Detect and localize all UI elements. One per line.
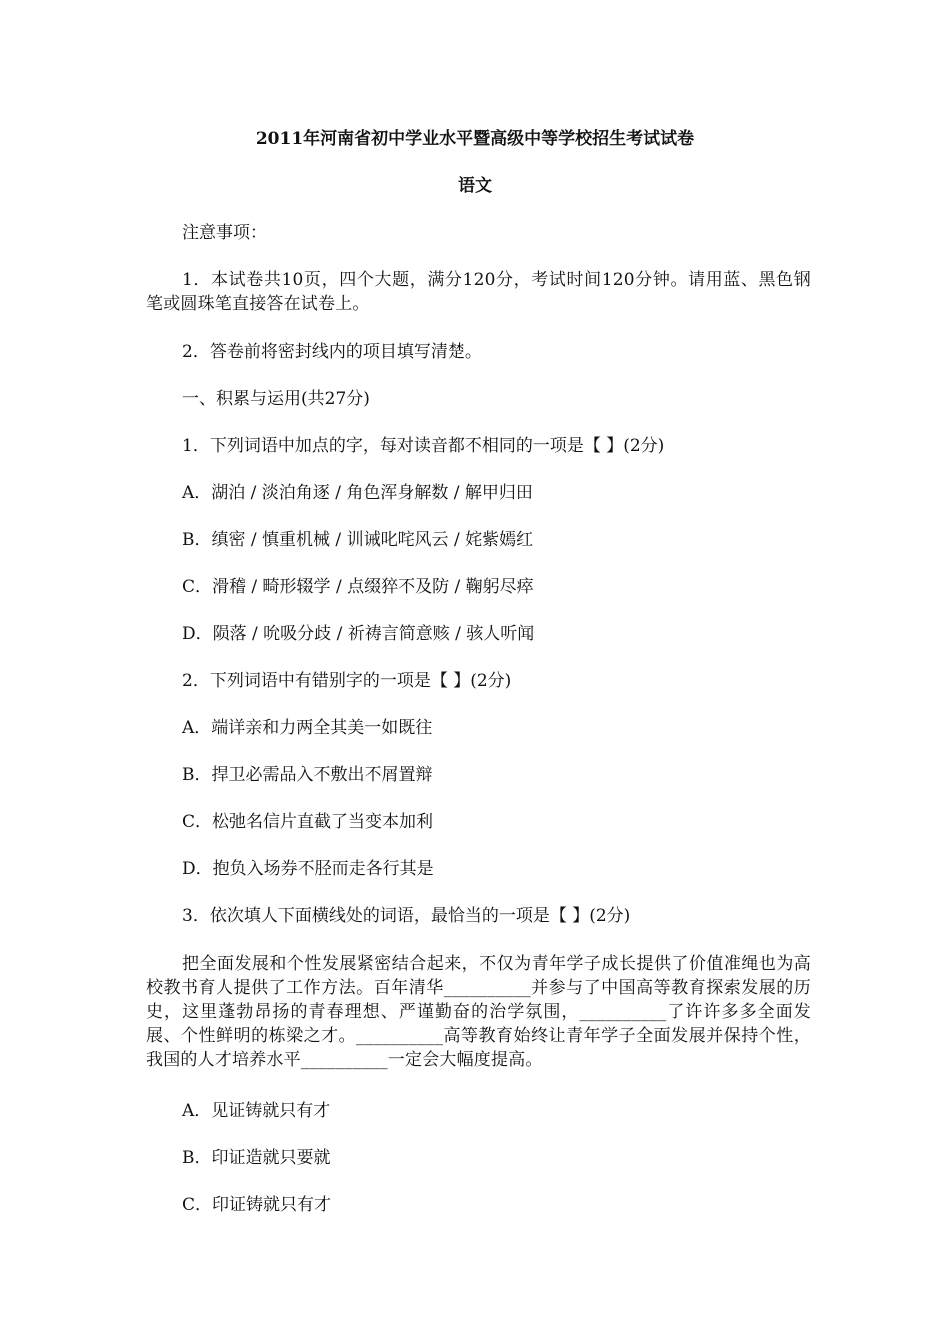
notice-item-2: 2．答卷前将密封线内的项目填写清楚。 [182,342,482,362]
question-3-option-a: A．见证铸就只有才 [182,1101,331,1121]
question-3-option-c: C．印证铸就只有才 [182,1195,332,1215]
question-2-option-b: B．捍卫必需品入不敷出不屑置辩 [182,765,433,785]
question-3-passage: 把全面发展和个性发展紧密结合起来，不仅为青年学子成长提供了价值准绳也为高校教书育人提供了工作方法。百年清华__________并参与了中国高等教育探索发展的历史，这里蓬勃昂扬的青春理想、严谨勤奋的治学氛围，__________了许许多多全面发展、个性鲜明的栋梁之才。__________高等教育始终让青年学子全面发展并保持个性，我国的人才培养水平__________一定会大幅度提高。 [146,954,811,1070]
question-1-stem: 1．下列词语中加点的字，每对读音都不相同的一项是【 】(2分) [182,436,665,456]
question-3-stem: 3．依次填人下面横线处的词语，最恰当的一项是【 】(2分) [182,906,631,926]
question-1-option-c: C．滑稽 / 畸形辍学 / 点缀猝不及防 / 鞠躬尽瘁 [182,577,534,597]
question-2-option-c: C．松弛名信片直截了当变本加利 [182,812,434,832]
notice-heading: 注意事项： [182,223,267,243]
section-heading: 一、积累与运用(共27分) [182,389,370,409]
question-2-option-a: A．端详亲和力两全其美一如既往 [182,718,433,738]
question-2-option-d: D．抱负入场券不胫而走各行其是 [182,859,434,879]
notice-item-1: 1．本试卷共10页，四个大题，满分120分，考试时间120分钟。请用蓝、黑色钢笔或圆珠笔直接答在试卷上。 [146,270,811,314]
question-1-option-b: B．缜密 / 慎重机械 / 训诫叱咤风云 / 姹紫嫣红 [182,530,534,550]
question-1-option-a: A．湖泊 / 淡泊角逐 / 角色浑身解数 / 解甲归田 [182,483,533,503]
question-1-option-d: D．陨落 / 吮吸分歧 / 祈祷言简意赅 / 骇人听闻 [182,624,535,644]
subject-title: 语文 [458,176,492,196]
question-2-stem: 2．下列词语中有错别字的一项是【 】(2分) [182,671,512,691]
question-3-option-b: B．印证造就只要就 [182,1148,331,1168]
exam-title: 2011年河南省初中学业水平暨高级中等学校招生考试试卷 [255,129,695,149]
